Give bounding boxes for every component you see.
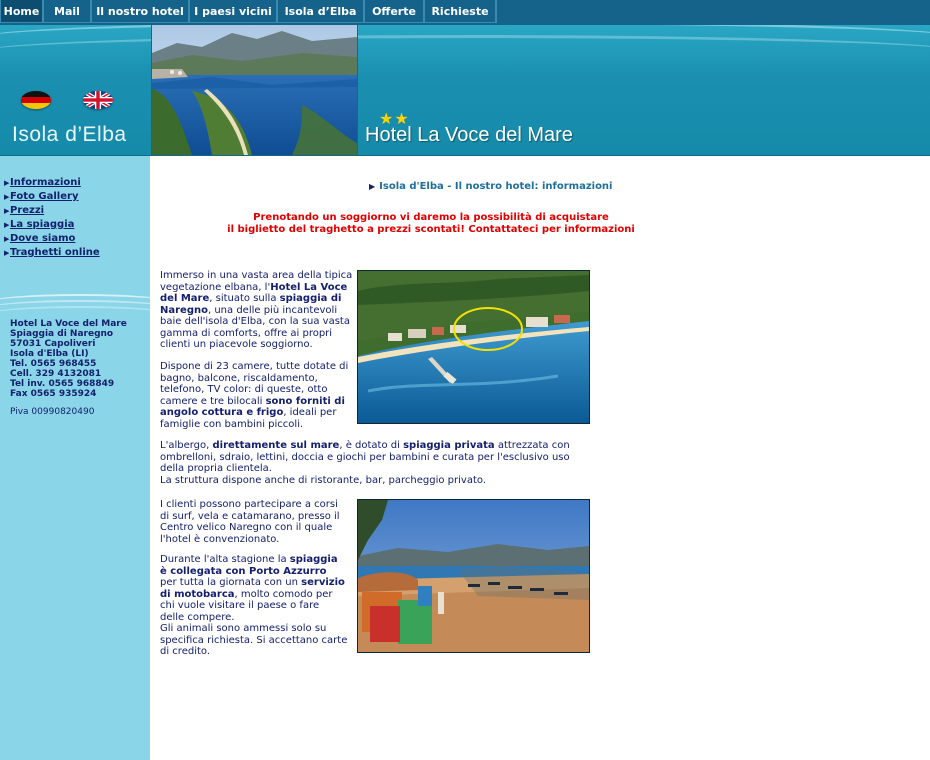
- text-span: L'albergo,: [160, 440, 213, 451]
- header-left-panel: [0, 25, 150, 155]
- header-bay-photo: [151, 25, 358, 155]
- paragraph-facilities: La struttura dispone anche di ristorante, bar, parcheggio privato.: [160, 475, 487, 486]
- address-line: Cell. 329 4132081: [10, 369, 102, 379]
- triangle-right-icon: ▶: [4, 207, 10, 215]
- text-span: Dispone di 23 camere, tutte dotate di bagno, balcone, riscaldamento, telefono, TV color: di queste, otto camere e tre bilocali: [160, 361, 349, 407]
- triangle-right-icon: ▶: [4, 249, 10, 257]
- header-right-panel: [357, 25, 930, 155]
- address-line: Isola d'Elba (LI): [10, 349, 89, 359]
- paragraph-rooms: [160, 361, 355, 430]
- nav-spacer: [496, 0, 930, 23]
- triangle-right-icon: ▶: [4, 221, 10, 229]
- paragraph-pets: Gli animali sono ammessi solo su specifica richiesta. Si accettano carte di credito.: [160, 623, 348, 657]
- text-span: per tutta la giornata con un: [160, 577, 302, 588]
- header-banner: [0, 25, 930, 156]
- promo-line-1: Prenotando un soggiorno vi daremo la possibilità di acquistare: [253, 212, 609, 223]
- address-line: Fax 0565 935924: [10, 389, 97, 399]
- text-bold: direttamente sul mare: [212, 440, 340, 451]
- vat-number: Piva 00990820490: [10, 407, 95, 417]
- text-span: , è dotato di: [339, 440, 404, 451]
- address-line: Hotel La Voce del Mare: [10, 319, 127, 329]
- nav-richieste[interactable]: Richieste: [424, 0, 496, 23]
- address-line: 57031 Capoliveri: [10, 339, 96, 349]
- address-line: Spiaggia di Naregno: [10, 329, 114, 339]
- promo-notice: [151, 212, 711, 236]
- address-line: Tel inv. 0565 968849: [10, 379, 115, 389]
- text-span: Durante l'alta stagione la: [160, 554, 290, 565]
- text-span: , molto comodo per chi vuole visitare il paese o fare delle compere.: [160, 588, 333, 623]
- top-navbar: [0, 0, 930, 26]
- hotel-title: Hotel La Voce del Mare: [365, 124, 573, 146]
- nav-i-paesi-vicini[interactable]: I paesi vicini: [189, 0, 277, 23]
- paragraph-intro: [160, 270, 355, 351]
- sidebar-item-label: Dove siamo: [10, 233, 76, 244]
- text-bold: spiaggia di Naregno: [160, 293, 342, 316]
- nav-home[interactable]: Home: [0, 0, 43, 23]
- contact-address: [10, 319, 127, 399]
- sidebar-item-label: Traghetti online: [10, 247, 100, 258]
- paragraph-sailing: I clienti possono partecipare a corsi di surf, vela e catamarano, presso il Centro velico Naregno con il quale l'hotel è convenzionato.: [160, 499, 340, 545]
- text-span: , ideali per famiglie con bambini piccoli.: [160, 407, 337, 430]
- region-title: Isola d’Elba: [12, 123, 127, 146]
- sidebar-item-label: La spiaggia: [10, 219, 75, 230]
- triangle-right-icon: ▶: [4, 235, 10, 243]
- triangle-right-icon: ▶: [4, 193, 10, 201]
- text-span: , una delle più incantevoli baie dell'isola d'Elba, con la sua vasta gamma di comforts, offre ai propri clienti un piacevole soggiorno.: [160, 304, 350, 350]
- sidebar-menu: [4, 176, 100, 260]
- breadcrumb: [369, 181, 612, 192]
- triangle-right-icon: ▶: [4, 179, 10, 187]
- text-span: attrezzata con ombrelloni, sdraio, lettini, doccia e giochi per bambini e curata per l'esclusivo uso della propria clientela.: [160, 440, 570, 474]
- uk-flag-icon[interactable]: [83, 91, 113, 109]
- text-bold: spiaggia è collegata con Porto Azzurro: [160, 554, 338, 577]
- hotel-aerial-photo: [357, 270, 590, 424]
- paragraph-beach: [160, 440, 590, 475]
- text-bold: Hotel La Voce del Mare: [160, 281, 348, 304]
- sidebar-item-label: Informazioni: [10, 177, 81, 188]
- sidebar-item-label: Prezzi: [10, 205, 45, 216]
- triangle-right-icon: ▶: [369, 182, 376, 191]
- nav-il-nostro-hotel[interactable]: Il nostro hotel: [91, 0, 189, 23]
- address-line: Tel. 0565 968455: [10, 359, 97, 369]
- sidebar-item-prezzi[interactable]: [4, 204, 100, 218]
- sidebar-item-la-spiaggia[interactable]: [4, 218, 100, 232]
- nav-mail[interactable]: Mail: [43, 0, 91, 23]
- nav-isola-d-elba[interactable]: Isola d’Elba: [277, 0, 364, 23]
- sidebar-item-dove-siamo[interactable]: [4, 232, 100, 246]
- breadcrumb-text: Isola d'Elba - Il nostro hotel: informazioni: [379, 181, 613, 192]
- nav-offerte[interactable]: Offerte: [364, 0, 424, 23]
- sidebar-item-traghetti-online[interactable]: [4, 246, 100, 260]
- text-bold: spiaggia privata: [403, 440, 495, 451]
- text-span: Immerso in una vasta area della tipica vegetazione elbana, l': [160, 270, 353, 293]
- sidebar-item-label: Foto Gallery: [10, 191, 79, 202]
- left-sidebar: [0, 156, 150, 760]
- text-span: , situato sulla: [209, 293, 280, 304]
- paragraph-boat-service: [160, 554, 345, 623]
- text-bold: sono forniti di angolo cottura e frigo: [160, 395, 345, 418]
- main-content: [151, 156, 930, 760]
- beach-photo: [357, 499, 590, 653]
- promo-line-2: il biglietto del traghetto a prezzi scontati! Contattateci per informazioni: [227, 224, 635, 235]
- sidebar-item-informazioni[interactable]: [4, 176, 100, 190]
- text-bold: servizio di motobarca: [160, 577, 345, 600]
- hotel-stars: ★★: [379, 109, 410, 128]
- german-flag-icon[interactable]: [21, 91, 51, 109]
- sidebar-item-foto-gallery[interactable]: [4, 190, 100, 204]
